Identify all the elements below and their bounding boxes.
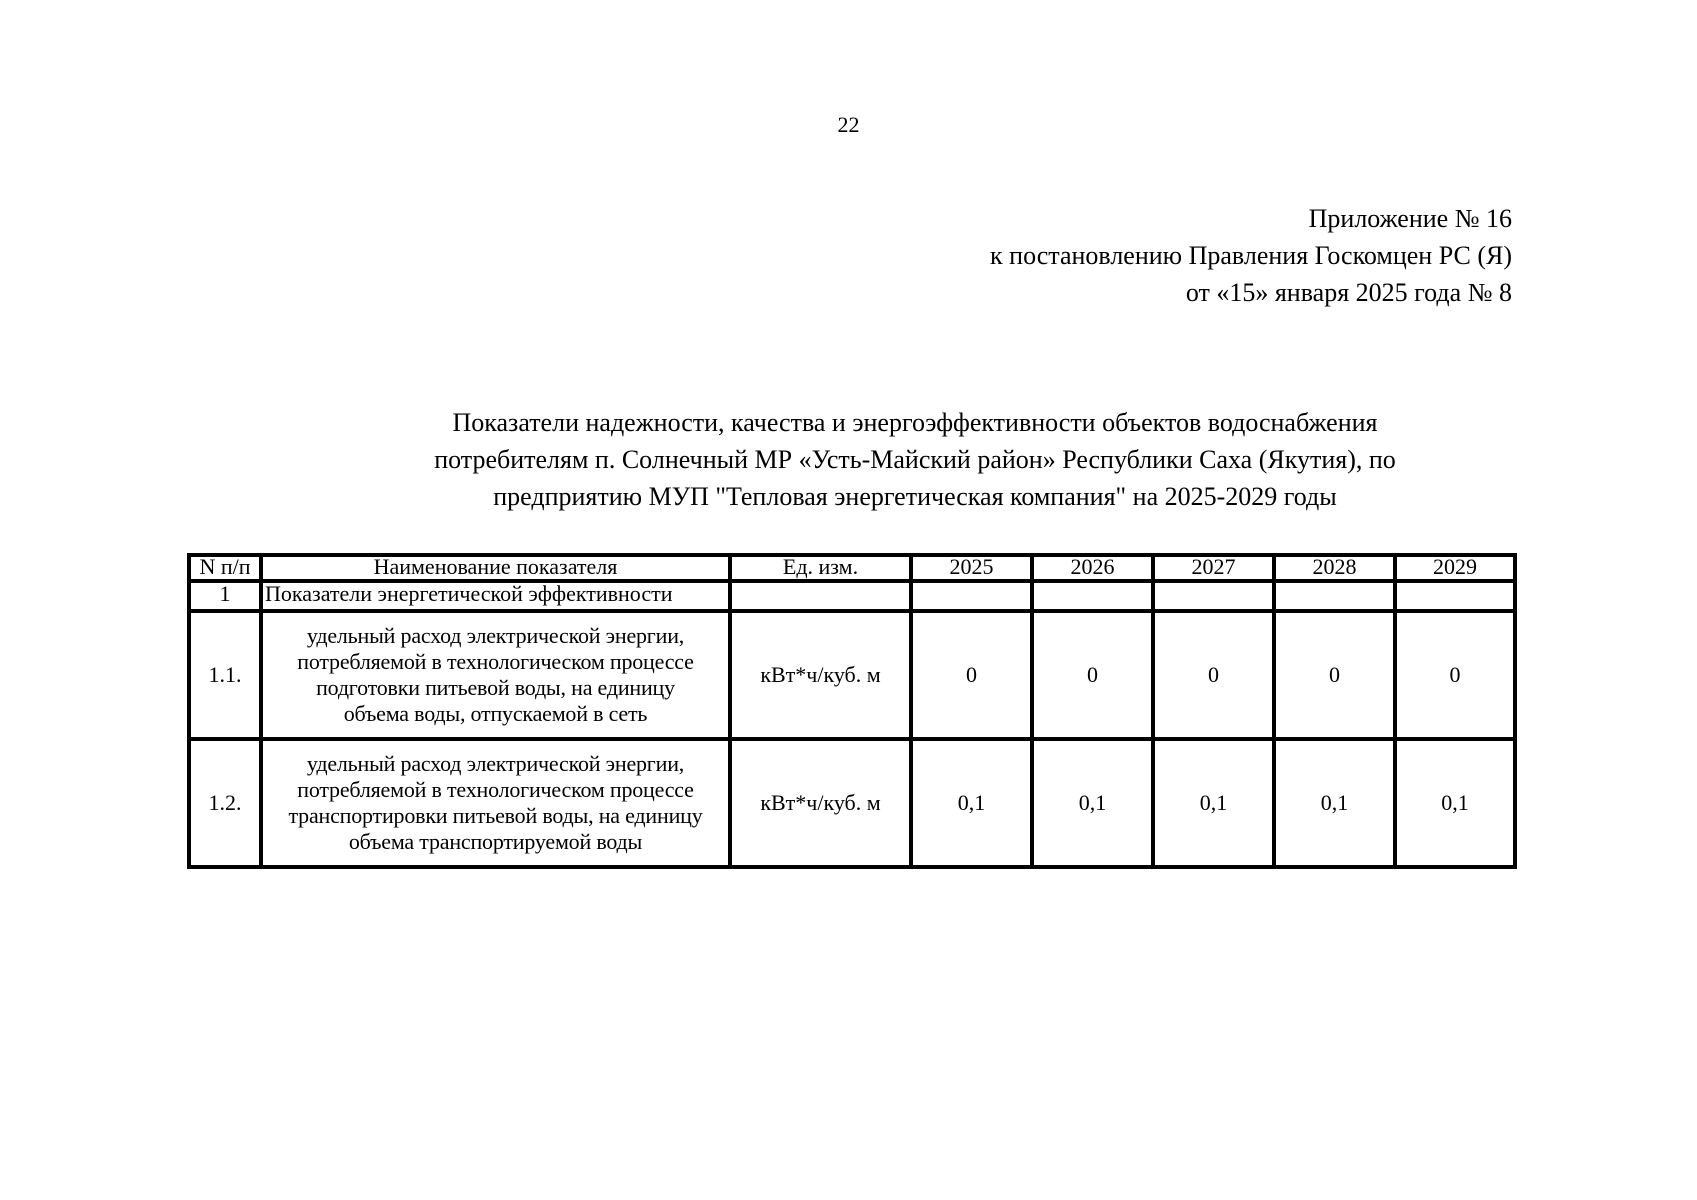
table-row xyxy=(189,611,1515,739)
row-name xyxy=(261,611,730,739)
header-num: N п/п xyxy=(189,555,261,581)
header-year: 2029 xyxy=(1395,555,1515,581)
row-value: 0 xyxy=(1032,611,1153,739)
header-year: 2026 xyxy=(1032,555,1153,581)
empty-cell xyxy=(1153,581,1274,611)
row-value: 0 xyxy=(1274,611,1395,739)
section-num: 1 xyxy=(189,581,261,611)
title-line: предприятию МУП "Тепловая энергетическая компания" на 2025-2029 годы xyxy=(493,482,1337,511)
empty-cell xyxy=(1274,581,1395,611)
page-number: 22 xyxy=(837,112,860,137)
header-year: 2028 xyxy=(1274,555,1395,581)
row-name-line: потребляемой в технологическом процессе xyxy=(297,777,694,802)
section-row xyxy=(189,581,1515,611)
row-name xyxy=(261,739,730,867)
row-name-line: удельный расход электрической энергии, xyxy=(306,623,685,648)
table-header-row xyxy=(189,555,1515,581)
row-name-line: потребляемой в технологическом процессе xyxy=(297,649,694,674)
row-value: 0 xyxy=(911,611,1032,739)
row-value: 0 xyxy=(1153,611,1274,739)
row-value: 0 xyxy=(1395,611,1515,739)
row-value: 0,1 xyxy=(911,739,1032,867)
appendix-line: к постановлению Правления Госкомцен РС (Я) xyxy=(990,241,1512,270)
row-name-line: транспортировки питьевой воды, на единицу xyxy=(288,803,703,828)
appendix-line: Приложение № 16 xyxy=(1308,204,1512,233)
row-value: 0,1 xyxy=(1274,739,1395,867)
header-year: 2027 xyxy=(1153,555,1274,581)
indicators-table xyxy=(187,553,1517,869)
empty-cell xyxy=(911,581,1032,611)
row-name-line: подготовки питьевой воды, на единицу xyxy=(316,675,675,700)
header-name: Наименование показателя xyxy=(261,555,730,581)
title-line: Показатели надежности, качества и энергоэффективности объектов водоснабжения xyxy=(452,408,1378,437)
table-row xyxy=(189,739,1515,867)
section-name: Показатели энергетической эффективности xyxy=(261,581,730,611)
row-unit: кВт*ч/куб. м xyxy=(730,739,911,867)
row-name-line: объема воды, отпускаемой в сеть xyxy=(343,701,648,726)
document-title xyxy=(325,404,1505,515)
header-year: 2025 xyxy=(911,555,1032,581)
row-unit: кВт*ч/куб. м xyxy=(730,611,911,739)
row-name-line: объема транспортируемой воды xyxy=(348,829,643,854)
appendix-line: от «15» января 2025 года № 8 xyxy=(1185,278,1512,307)
row-value: 0,1 xyxy=(1032,739,1153,867)
empty-cell xyxy=(1032,581,1153,611)
appendix-block xyxy=(990,200,1512,311)
empty-cell xyxy=(730,581,911,611)
row-num: 1.1. xyxy=(189,611,261,739)
row-num: 1.2. xyxy=(189,739,261,867)
row-value: 0,1 xyxy=(1153,739,1274,867)
empty-cell xyxy=(1395,581,1515,611)
row-value: 0,1 xyxy=(1395,739,1515,867)
title-line: потребителям п. Солнечный МР «Усть-Майский район» Республики Саха (Якутия), по xyxy=(434,445,1396,474)
header-unit: Ед. изм. xyxy=(730,555,911,581)
row-name-line: удельный расход электрической энергии, xyxy=(306,751,685,776)
